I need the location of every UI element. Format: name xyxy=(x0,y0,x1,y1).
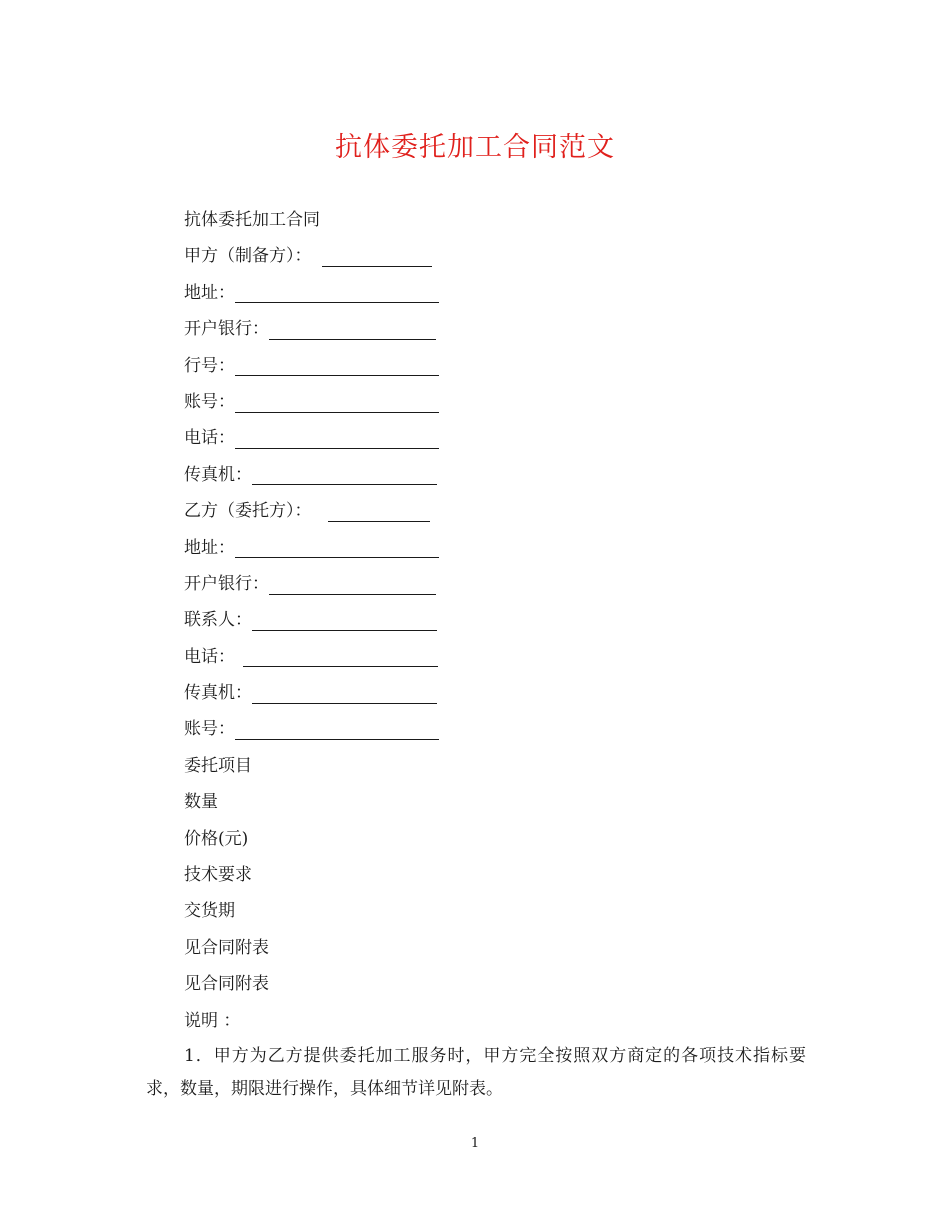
party-b-fax-line xyxy=(184,675,804,711)
item-tech-requirements-text: 技术要求 xyxy=(184,865,252,886)
party-a-phone-label: 电话： xyxy=(184,428,235,449)
party-a-bank-line xyxy=(184,311,804,347)
item-delivery-text: 交货期 xyxy=(184,901,235,922)
contract-name-line xyxy=(184,202,804,238)
party-b-fax-blank[interactable] xyxy=(252,683,437,704)
clause-1: 1．甲方为乙方提供委托加工服务时，甲方完全按照双方商定的各项技术指标要求，数量，期限进行操作，具体细节详见附表。 xyxy=(146,1046,806,1099)
party-b-address-blank[interactable] xyxy=(235,537,439,558)
party-a-address-blank[interactable] xyxy=(235,282,439,303)
contract-fields xyxy=(184,202,804,1039)
item-project xyxy=(184,748,804,784)
party-a-bank-no-line xyxy=(184,348,804,384)
page-number: 1 xyxy=(470,1136,480,1151)
party-a-fax-label: 传真机： xyxy=(184,464,252,485)
party-b-bank-line xyxy=(184,566,804,602)
page-title: 抗体委托加工合同范文 xyxy=(335,132,615,163)
party-b-contact-line xyxy=(184,602,804,638)
party-a-account-blank[interactable] xyxy=(235,392,439,413)
item-see-appendix-2-text: 见合同附表 xyxy=(184,974,269,995)
party-a-phone-blank[interactable] xyxy=(235,428,439,449)
party-a-label: 甲方（制备方）： xyxy=(184,246,312,267)
party-b-phone-label: 电话： xyxy=(184,646,235,667)
party-a-bank-no-blank[interactable] xyxy=(235,355,439,376)
party-b-address-line xyxy=(184,530,804,566)
party-a-blank[interactable] xyxy=(322,246,432,267)
party-b-address-label: 地址： xyxy=(184,537,235,558)
party-b-account-blank[interactable] xyxy=(235,719,439,740)
party-a-account-label: 账号： xyxy=(184,391,235,412)
item-delivery xyxy=(184,893,804,929)
item-see-appendix-1-text: 见合同附表 xyxy=(184,937,269,958)
item-see-appendix-1 xyxy=(184,930,804,966)
party-b-contact-label: 联系人： xyxy=(184,610,252,631)
party-a-bank-label: 开户银行： xyxy=(184,319,269,340)
item-quantity xyxy=(184,784,804,820)
party-b-contact-blank[interactable] xyxy=(252,610,437,631)
party-b-fax-label: 传真机： xyxy=(184,683,252,704)
item-notes-text: 说明 ： xyxy=(184,1010,241,1031)
party-a-fax-blank[interactable] xyxy=(252,464,437,485)
party-a-bank-blank[interactable] xyxy=(269,319,436,340)
party-a-address-label: 地址： xyxy=(184,282,235,303)
item-price-text: 价格(元) xyxy=(184,828,249,849)
item-tech-requirements xyxy=(184,857,804,893)
item-project-text: 委托项目 xyxy=(184,755,252,776)
party-a-bank-no-label: 行号： xyxy=(184,355,235,376)
party-b-blank[interactable] xyxy=(328,501,430,522)
party-a-fax-line xyxy=(184,457,804,493)
party-a-phone-line xyxy=(184,420,804,456)
party-b-bank-blank[interactable] xyxy=(269,574,436,595)
party-b-phone-line xyxy=(184,639,804,675)
party-b-line xyxy=(184,493,804,529)
party-a-line xyxy=(184,238,804,274)
party-b-account-label: 账号： xyxy=(184,719,235,740)
party-b-label: 乙方（委托方）： xyxy=(184,501,312,522)
party-a-address-line xyxy=(184,275,804,311)
item-notes xyxy=(184,1003,804,1039)
party-b-bank-label: 开户银行： xyxy=(184,573,269,594)
contract-name: 抗体委托加工合同 xyxy=(184,210,320,230)
party-a-account-line xyxy=(184,384,804,420)
party-b-account-line xyxy=(184,711,804,747)
item-price xyxy=(184,821,804,857)
party-b-phone-blank[interactable] xyxy=(243,646,438,667)
item-quantity-text: 数量 xyxy=(184,792,218,813)
item-see-appendix-2 xyxy=(184,966,804,1002)
